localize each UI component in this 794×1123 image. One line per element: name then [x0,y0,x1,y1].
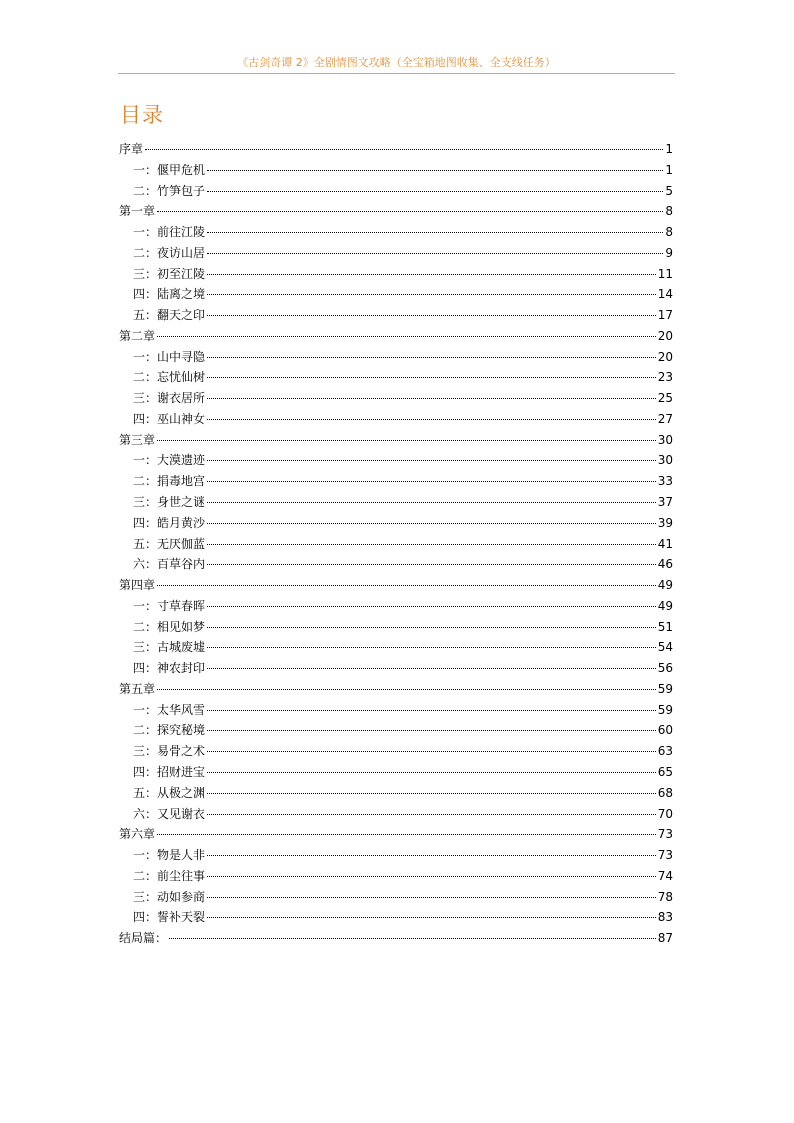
toc-page-number: 59 [657,702,673,717]
toc-page-number: 39 [657,515,673,530]
toc-dot-leader [207,854,656,856]
toc-page-number: 1 [665,142,673,156]
toc-dot-leader [207,273,656,275]
toc-dot-leader [207,543,656,545]
toc-chapter-entry[interactable] [119,679,673,700]
toc-page-number: 56 [657,661,673,676]
header-divider [118,73,675,74]
toc-page-number: 73 [657,848,673,863]
toc-page-number: 9 [665,245,673,260]
toc-section-entry[interactable] [119,284,673,305]
toc-page-number: 8 [665,225,673,240]
toc-page-number: 49 [657,598,673,613]
toc-dot-leader [207,709,656,711]
toc-heading: 目录 [120,103,164,127]
toc-section-entry[interactable] [119,554,673,575]
toc-dot-leader [207,169,663,171]
toc-section-entry[interactable] [119,181,673,202]
toc-dot-leader [207,792,656,794]
toc-entry-title: 二：夜访山居 [133,245,206,260]
toc-section-entry[interactable] [119,637,673,658]
toc-page-number: 87 [657,931,673,946]
toc-entry-title: 六：又见谢衣 [133,806,206,821]
toc-entry-title: 二：竹笋包子 [133,183,206,198]
toc-page-number: 59 [657,681,673,696]
toc-dot-leader [157,439,656,441]
toc-entry-title: 五：翻天之印 [133,308,206,323]
toc-entry-title: 一：前往江陵 [133,225,206,240]
toc-section-entry[interactable] [119,658,673,679]
toc-dot-leader [207,501,656,503]
toc-page-number: 63 [657,744,673,759]
toc-page-number: 83 [657,910,673,925]
toc-chapter-entry[interactable] [119,430,673,451]
toc-page-number: 74 [657,868,673,883]
toc-page-number: 54 [657,640,673,655]
toc-page-number: 30 [657,453,673,468]
table-of-contents [119,139,673,949]
toc-entry-title: 第二章 [119,328,156,343]
toc-page-number: 11 [657,266,673,281]
toc-section-entry[interactable] [119,720,673,741]
toc-entry-title: 四：招财进宝 [133,764,206,779]
toc-dot-leader [207,356,656,358]
toc-entry-title: 三：古城废墟 [133,640,206,655]
toc-dot-leader [169,937,656,939]
toc-page-number: 78 [657,889,673,904]
toc-page-number: 68 [657,785,673,800]
toc-dot-leader [207,418,656,420]
toc-dot-leader [207,563,656,565]
toc-section-entry[interactable] [119,617,673,638]
toc-section-entry[interactable] [119,264,673,285]
toc-dot-leader [207,252,663,254]
toc-entry-title: 四：神农封印 [133,661,206,676]
toc-page-number: 41 [657,536,673,551]
toc-page-number: 27 [657,411,673,426]
toc-page-number: 51 [657,619,673,634]
toc-dot-leader [207,231,663,233]
running-header: 《古剑奇谭 2》全剧情图文攻略（全宝箱地图收集、全支线任务） [237,56,556,69]
toc-chapter-entry[interactable] [119,326,673,347]
toc-entry-title: 二：忘忧仙树 [133,370,206,385]
toc-dot-leader [207,875,656,877]
toc-entry-title: 第五章 [119,681,156,696]
toc-section-entry[interactable] [119,845,673,866]
toc-dot-leader [207,729,656,731]
toc-section-entry[interactable] [119,783,673,804]
toc-page-number: 65 [657,764,673,779]
toc-section-entry[interactable] [119,534,673,555]
toc-chapter-entry[interactable] [119,139,673,160]
toc-section-entry[interactable] [119,409,673,430]
toc-page-number: 70 [657,806,673,821]
toc-entry-title: 五：无厌伽蓝 [133,536,206,551]
toc-chapter-entry[interactable] [119,575,673,596]
toc-chapter-entry[interactable] [119,201,673,222]
toc-page-number: 20 [657,349,673,364]
toc-page-number: 14 [657,287,673,302]
toc-page-number: 30 [657,432,673,447]
toc-entry-title: 六：百草谷内 [133,557,206,572]
toc-section-entry[interactable] [119,804,673,825]
toc-page-number: 46 [657,557,673,572]
toc-entry-title: 三：初至江陵 [133,266,206,281]
toc-section-entry[interactable] [119,700,673,721]
toc-dot-leader [207,522,656,524]
toc-dot-leader [207,896,656,898]
toc-section-entry[interactable] [119,762,673,783]
toc-dot-leader [157,335,656,337]
toc-entry-title: 四：陆离之境 [133,287,206,302]
toc-page-number: 20 [657,328,673,343]
toc-entry-title: 二：探究秘境 [133,723,206,738]
toc-dot-leader [207,771,656,773]
toc-page-number: 23 [657,370,673,385]
toc-dot-leader [207,813,656,815]
toc-dot-leader [207,376,656,378]
toc-entry-title: 第六章 [119,827,156,842]
toc-dot-leader [207,397,656,399]
toc-section-entry[interactable] [119,243,673,264]
toc-entry-title: 第一章 [119,204,156,219]
toc-entry-title: 二：相见如梦 [133,619,206,634]
toc-section-entry[interactable] [119,741,673,762]
toc-page-number: 49 [657,578,673,593]
toc-section-entry[interactable] [119,347,673,368]
toc-dot-leader [157,210,663,212]
toc-page-number: 5 [665,183,673,198]
toc-section-entry[interactable] [119,866,673,887]
toc-entry-title: 三：易骨之术 [133,744,206,759]
toc-entry-title: 四：巫山神女 [133,411,206,426]
toc-dot-leader [207,459,656,461]
toc-entry-title: 一：物是人非 [133,848,206,863]
toc-entry-title: 四：誓补天裂 [133,910,206,925]
toc-page-number: 25 [657,391,673,406]
toc-dot-leader [207,626,656,628]
toc-dot-leader [207,293,656,295]
toc-entry-title: 二：前尘往事 [133,868,206,883]
toc-entry-title: 三：身世之谜 [133,495,206,510]
toc-entry-title: 结局篇： [119,931,168,946]
toc-dot-leader [207,750,656,752]
toc-section-entry[interactable] [119,471,673,492]
toc-entry-title: 一：太华风雪 [133,702,206,717]
toc-dot-leader [207,190,663,192]
toc-dot-leader [207,605,656,607]
toc-dot-leader [207,667,656,669]
toc-section-entry[interactable] [119,222,673,243]
toc-section-entry[interactable] [119,367,673,388]
toc-page-number: 60 [657,723,673,738]
toc-entry-title: 一：寸草春晖 [133,598,206,613]
toc-section-entry[interactable] [119,450,673,471]
toc-entry-title: 五：从极之渊 [133,785,206,800]
toc-entry-title: 二：捐毒地宫 [133,474,206,489]
toc-dot-leader [157,833,656,835]
toc-section-entry[interactable] [119,887,673,908]
toc-dot-leader [145,148,663,150]
toc-entry-title: 第三章 [119,432,156,447]
toc-entry-title: 一：山中寻隐 [133,349,206,364]
toc-section-entry[interactable] [119,907,673,928]
toc-entry-title: 一：大漠遗迹 [133,453,206,468]
toc-page-number: 37 [657,495,673,510]
toc-page-number: 33 [657,474,673,489]
toc-entry-title: 序章 [119,142,144,156]
toc-entry-title: 第四章 [119,578,156,593]
toc-entry-title: 四：皓月黄沙 [133,515,206,530]
toc-dot-leader [207,314,656,316]
toc-page-number: 17 [657,308,673,323]
toc-dot-leader [207,480,656,482]
toc-dot-leader [207,646,656,648]
toc-page-number: 1 [665,162,673,177]
toc-dot-leader [207,916,656,918]
toc-chapter-entry[interactable] [119,824,673,845]
toc-section-entry[interactable] [119,492,673,513]
toc-dot-leader [157,688,656,690]
toc-page-number: 8 [665,204,673,219]
toc-section-entry[interactable] [119,305,673,326]
toc-entry-title: 三：谢衣居所 [133,391,206,406]
toc-section-entry[interactable] [119,596,673,617]
toc-section-entry[interactable] [119,513,673,534]
toc-section-entry[interactable] [119,388,673,409]
toc-entry-title: 三：动如参商 [133,889,206,904]
toc-page-number: 73 [657,827,673,842]
toc-chapter-entry[interactable] [119,928,673,949]
toc-section-entry[interactable] [119,160,673,181]
toc-dot-leader [157,584,656,586]
toc-entry-title: 一：偃甲危机 [133,162,206,177]
